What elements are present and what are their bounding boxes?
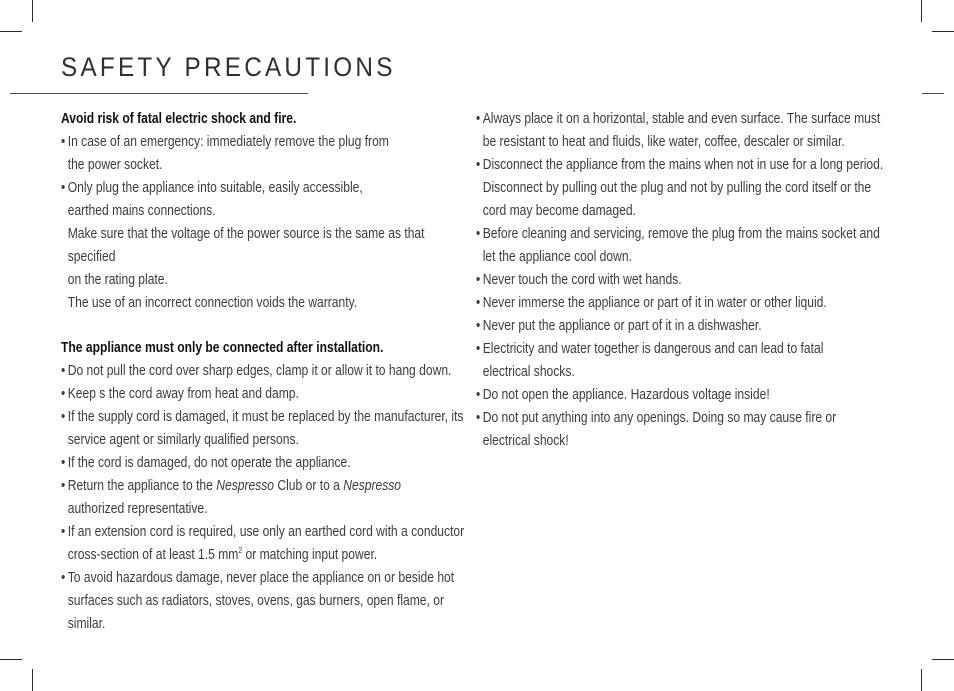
bullet	[476, 269, 480, 292]
item-line: be resistant to heat and fluids, like water, coffee, descaler or similar.	[482, 134, 845, 150]
item-line: If the cord is damaged, do not operate the appliance.	[67, 455, 351, 471]
right-column	[476, 108, 886, 453]
item-line: on the rating plate.	[67, 272, 168, 288]
bullet	[476, 407, 480, 430]
crop-mark-top-left-h	[0, 31, 22, 32]
item-line: The use of an incorrect connection voids the warranty.	[67, 295, 358, 311]
brand-name: Nespresso	[343, 478, 402, 494]
right-margin-rule	[922, 93, 944, 94]
bullet	[61, 383, 65, 406]
item-line: Do not put anything into any openings. Doing so may cause fire or	[482, 410, 837, 426]
list-item	[476, 338, 886, 384]
bullet	[476, 384, 480, 407]
item-line: cord may become damaged.	[482, 203, 636, 219]
list-item	[61, 360, 466, 383]
page-title: SAFETY PRECAUTIONS	[61, 52, 396, 82]
item-line: surfaces such as radiators, stoves, ovens, gas burners, open flame, or similar.	[67, 593, 444, 632]
list-item	[61, 475, 466, 521]
list-item	[61, 177, 466, 315]
item-line: Disconnect by pulling out the plug and not by pulling the cord itself or the	[482, 180, 872, 196]
bullet	[61, 567, 65, 590]
item-line: Do not pull the cord over sharp edges, clamp it or allow it to hang down.	[67, 363, 452, 379]
list-item	[476, 154, 886, 223]
item-line: Never touch the cord with wet hands.	[482, 272, 682, 288]
item-line: Never immerse the appliance or part of it in water or other liquid.	[482, 295, 827, 311]
list-item	[61, 383, 466, 406]
item-line: In case of an emergency: immediately remove the plug from	[67, 134, 389, 150]
crop-mark-bottom-left-h	[0, 659, 22, 660]
crop-mark-top-left-v	[32, 0, 33, 22]
list-item	[476, 108, 886, 154]
crop-mark-top-right-h	[932, 31, 954, 32]
bullet	[476, 338, 480, 361]
section-heading-shock: Avoid risk of fatal electric shock and fire.	[61, 111, 297, 127]
item-line: Never put the appliance or part of it in a dishwasher.	[482, 318, 762, 334]
item-line: Do not open the appliance. Hazardous voltage inside!	[482, 387, 770, 403]
item-line: Before cleaning and servicing, remove the plug from the mains socket and	[482, 226, 880, 242]
crop-mark-bottom-left-v	[32, 669, 33, 691]
bullet	[476, 108, 480, 131]
item-line: To avoid hazardous damage, never place the appliance on or beside hot	[67, 570, 455, 586]
item-line: If an extension cord is required, use only an earthed cord with a conductor	[67, 524, 465, 540]
bullet	[476, 315, 480, 338]
bullet	[476, 223, 480, 246]
bullet	[61, 360, 65, 383]
superscript: 2	[238, 546, 243, 555]
title-rule	[10, 93, 308, 94]
text-run: Return the appliance to the	[67, 478, 217, 494]
section-heading-installation: The appliance must only be connected after installation.	[61, 340, 384, 356]
bullet	[476, 292, 480, 315]
item-line: authorized representative.	[67, 501, 208, 517]
bullet	[61, 131, 65, 154]
list-item	[476, 407, 886, 453]
bullet	[61, 406, 65, 429]
list-item	[61, 567, 466, 636]
list-item	[61, 452, 466, 475]
bullet	[476, 154, 480, 177]
brand-name: Nespresso	[216, 478, 275, 494]
list-item	[476, 269, 886, 292]
item-line: electrical shocks.	[482, 364, 575, 380]
item-line: If the supply cord is damaged, it must be replaced by the manufacturer, its	[67, 409, 464, 425]
bullet	[61, 177, 65, 200]
list-item	[476, 292, 886, 315]
item-line: let the appliance cool down.	[482, 249, 632, 265]
text-run: or matching input power.	[242, 547, 378, 563]
list-item	[476, 315, 886, 338]
item-line: Only plug the appliance into suitable, easily accessible,	[67, 180, 363, 196]
list-item	[61, 406, 466, 452]
item-line	[68, 475, 466, 498]
crop-mark-top-right-v	[921, 0, 922, 22]
bullet	[61, 521, 65, 544]
item-line: Make sure that the voltage of the power source is the same as that specified	[67, 226, 425, 265]
item-line: the power socket.	[67, 157, 163, 173]
item-line: Disconnect the appliance from the mains when not in use for a long period.	[482, 157, 884, 173]
item-line: Always place it on a horizontal, stable and even surface. The surface must	[482, 111, 881, 127]
item-line: service agent or similarly qualified persons.	[67, 432, 299, 448]
section-gap	[61, 315, 466, 337]
bullet	[61, 452, 65, 475]
list-item	[61, 521, 466, 567]
crop-mark-bottom-right-h	[932, 659, 954, 660]
item-line: Electricity and water together is dangerous and can lead to fatal	[482, 341, 824, 357]
crop-mark-bottom-right-v	[921, 669, 922, 691]
item-line	[68, 544, 466, 567]
list-item	[476, 384, 886, 407]
bullet	[61, 475, 65, 498]
item-line: electrical shock!	[482, 433, 569, 449]
text-run: cross-section of at least 1.5 mm	[67, 547, 239, 563]
text-run: Club or to a	[274, 478, 344, 494]
item-line: Keep s the cord away from heat and damp.	[67, 386, 299, 402]
left-column	[61, 108, 466, 636]
item-line: earthed mains connections.	[67, 203, 216, 219]
list-item	[61, 131, 466, 177]
list-item	[476, 223, 886, 269]
